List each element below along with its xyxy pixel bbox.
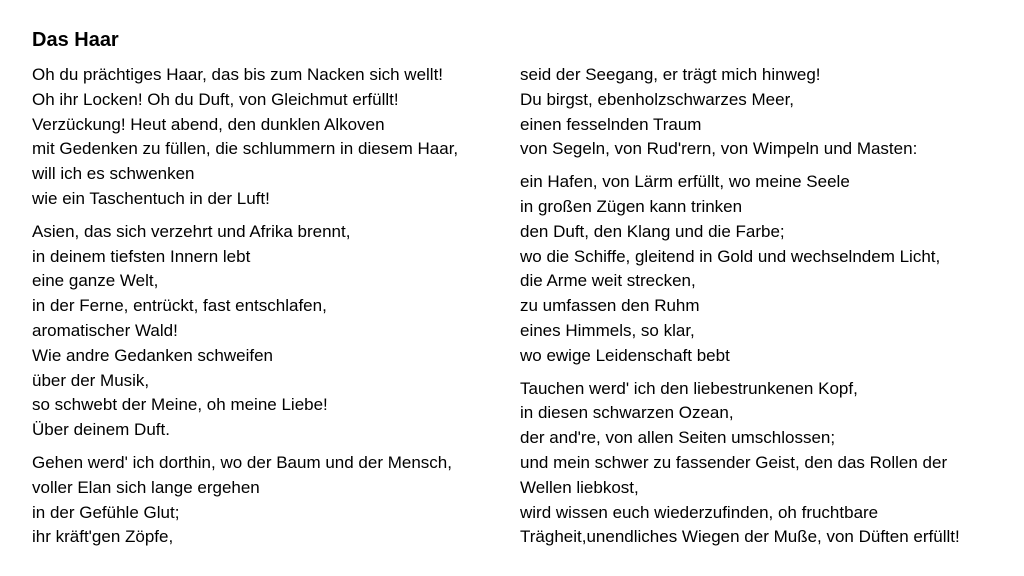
- poem-line: Oh du prächtiges Haar, das bis zum Nacken sich wellt!: [32, 65, 444, 84]
- poem-line: Wellen liebkost,: [520, 477, 639, 497]
- poem-line: in deinem tiefsten Innern lebt: [32, 246, 251, 266]
- poem-line: Über deinem Duft.: [32, 420, 170, 440]
- poem-line: wird wissen euch wiederzufinden, oh fruchtbare: [520, 502, 879, 522]
- poem-line: wo ewige Leidenschaft bebt: [520, 345, 730, 365]
- poem-line: Asien, das sich verzehrt und Afrika brennt,: [32, 221, 351, 241]
- poem-line: einen fesselnden Traum: [520, 114, 702, 134]
- poem-line: in der Gefühle Glut;: [32, 502, 180, 522]
- poem-line: Tauchen werd' ich den liebestrunkenen Kopf,: [520, 378, 858, 398]
- poem-line: aromatischer Wald!: [32, 320, 178, 340]
- poem-line: über der Musik,: [32, 370, 150, 390]
- poem-line: seid der Seegang, er trägt mich hinweg!: [520, 65, 821, 84]
- poem-line: ihr kräft'gen Zöpfe,: [32, 527, 174, 547]
- stanza: [32, 220, 522, 443]
- poem-line: Oh ihr Locken! Oh du Duft, von Gleichmut erfüllt!: [32, 89, 399, 109]
- poem-line: Gehen werd' ich dorthin, wo der Baum und der Mensch,: [32, 452, 452, 472]
- poem-line: Wie andre Gedanken schweifen: [32, 345, 273, 365]
- right-column: [520, 63, 1020, 558]
- poem-line: Trägheit,unendliches Wiegen der Muße, von Düften erfüllt!: [520, 527, 960, 547]
- stanza: [32, 63, 522, 212]
- poem-line: den Duft, den Klang und die Farbe;: [520, 221, 785, 241]
- poem-line: wie ein Taschentuch in der Luft!: [32, 188, 270, 208]
- poem-line: in der Ferne, entrückt, fast entschlafen,: [32, 296, 327, 316]
- poem-line: Du birgst, ebenholzschwarzes Meer,: [520, 89, 795, 109]
- poem-line: eine ganze Welt,: [32, 271, 159, 291]
- poem-line: in großen Zügen kann trinken: [520, 196, 743, 216]
- poem-line: und mein schwer zu fassender Geist, den das Rollen der: [520, 452, 948, 472]
- poem-line: von Segeln, von Rud'rern, von Wimpeln und Masten:: [520, 139, 918, 159]
- poem-line: will ich es schwenken: [32, 164, 195, 184]
- stanza: [32, 451, 522, 550]
- stanza: [520, 63, 1020, 162]
- left-column: [32, 63, 522, 558]
- poem-line: wo die Schiffe, gleitend in Gold und wechselndem Licht,: [520, 246, 941, 266]
- poem-line: so schwebt der Meine, oh meine Liebe!: [32, 395, 328, 415]
- poem-line: der and're, von allen Seiten umschlossen;: [520, 428, 836, 448]
- poem-line: in diesen schwarzen Ozean,: [520, 403, 734, 423]
- poem-line: mit Gedenken zu füllen, die schlummern in diesem Haar,: [32, 139, 459, 159]
- poem-line: voller Elan sich lange ergehen: [32, 477, 260, 497]
- poem-line: die Arme weit strecken,: [520, 271, 696, 291]
- poem-line: Verzückung! Heut abend, den dunklen Alkoven: [32, 114, 385, 134]
- poem-line: ein Hafen, von Lärm erfüllt, wo meine Seele: [520, 172, 850, 192]
- poem-line: eines Himmels, so klar,: [520, 320, 695, 340]
- poem-title: Das Haar: [32, 29, 119, 51]
- poem-line: zu umfassen den Ruhm: [520, 296, 700, 316]
- stanza: [520, 377, 1020, 551]
- stanza: [520, 170, 1020, 368]
